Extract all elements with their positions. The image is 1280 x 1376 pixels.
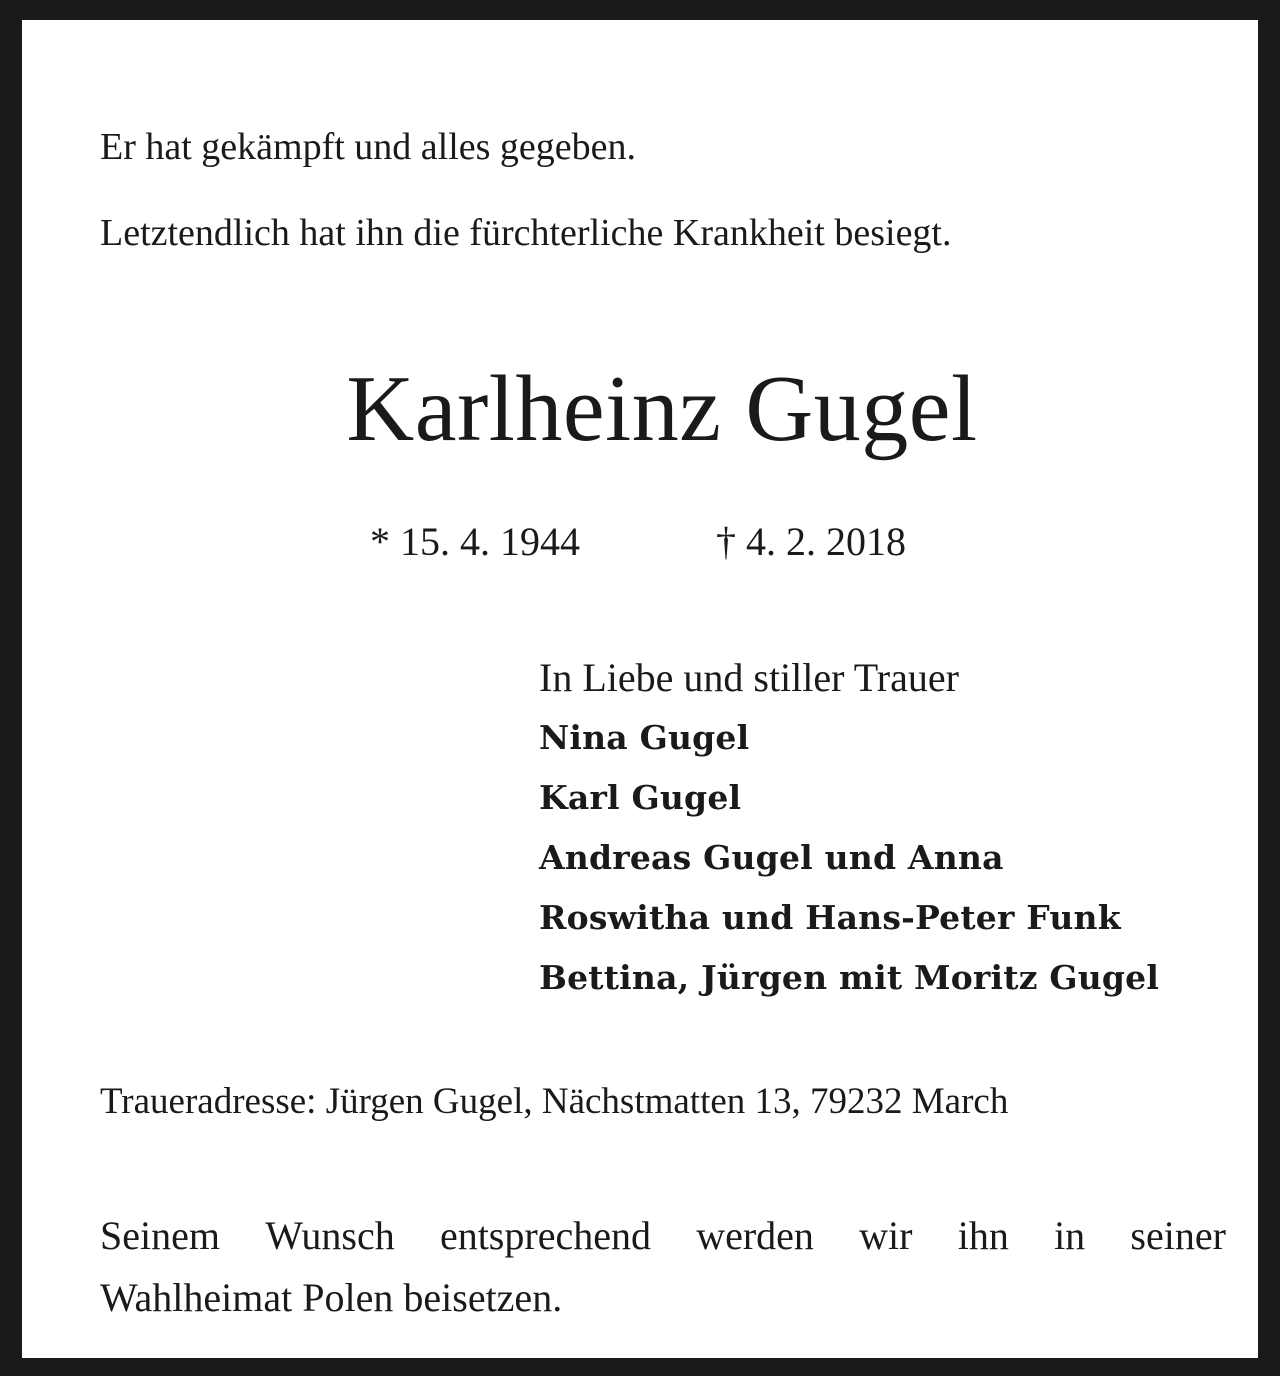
deceased-name: Karlheinz Gugel xyxy=(346,357,978,461)
mourner-name: Karl Gugel xyxy=(539,778,742,817)
closing-word: in xyxy=(1054,1213,1086,1258)
closing-line-1 xyxy=(100,1205,1226,1267)
mourner-name: Andreas Gugel und Anna xyxy=(539,838,1004,877)
mourners-lead: In Liebe und stiller Trauer xyxy=(539,655,959,700)
closing-word: seiner xyxy=(1130,1213,1226,1258)
mourners-list xyxy=(539,648,1159,1008)
death-date: † 4. 2. 2018 xyxy=(716,519,906,564)
mourning-address: Traueradresse: Jürgen Gugel, Nächstmatten 13, 79232 March xyxy=(100,1081,1009,1122)
closing-word: wir xyxy=(859,1213,913,1258)
intro-line-1: Er hat gekämpft und alles gegeben. xyxy=(100,126,637,168)
closing-word: entsprechend xyxy=(439,1213,651,1258)
closing-text xyxy=(100,1205,1226,1329)
mourner-name: Bettina, Jürgen mit Moritz Gugel xyxy=(539,958,1160,997)
closing-word: werden xyxy=(696,1213,814,1258)
birth-date: * 15. 4. 1944 xyxy=(370,519,580,564)
closing-line-2: Wahlheimat Polen beisetzen. xyxy=(100,1275,563,1320)
mourner-name: Roswitha und Hans-Peter Funk xyxy=(539,898,1121,937)
closing-word: Seinem xyxy=(100,1213,220,1258)
closing-word: Wunsch xyxy=(265,1213,395,1258)
intro-line-2: Letztendlich hat ihn die fürchterliche Krankheit besiegt. xyxy=(100,212,952,254)
mourner-name: Nina Gugel xyxy=(539,718,750,757)
closing-word: ihn xyxy=(957,1213,1009,1258)
